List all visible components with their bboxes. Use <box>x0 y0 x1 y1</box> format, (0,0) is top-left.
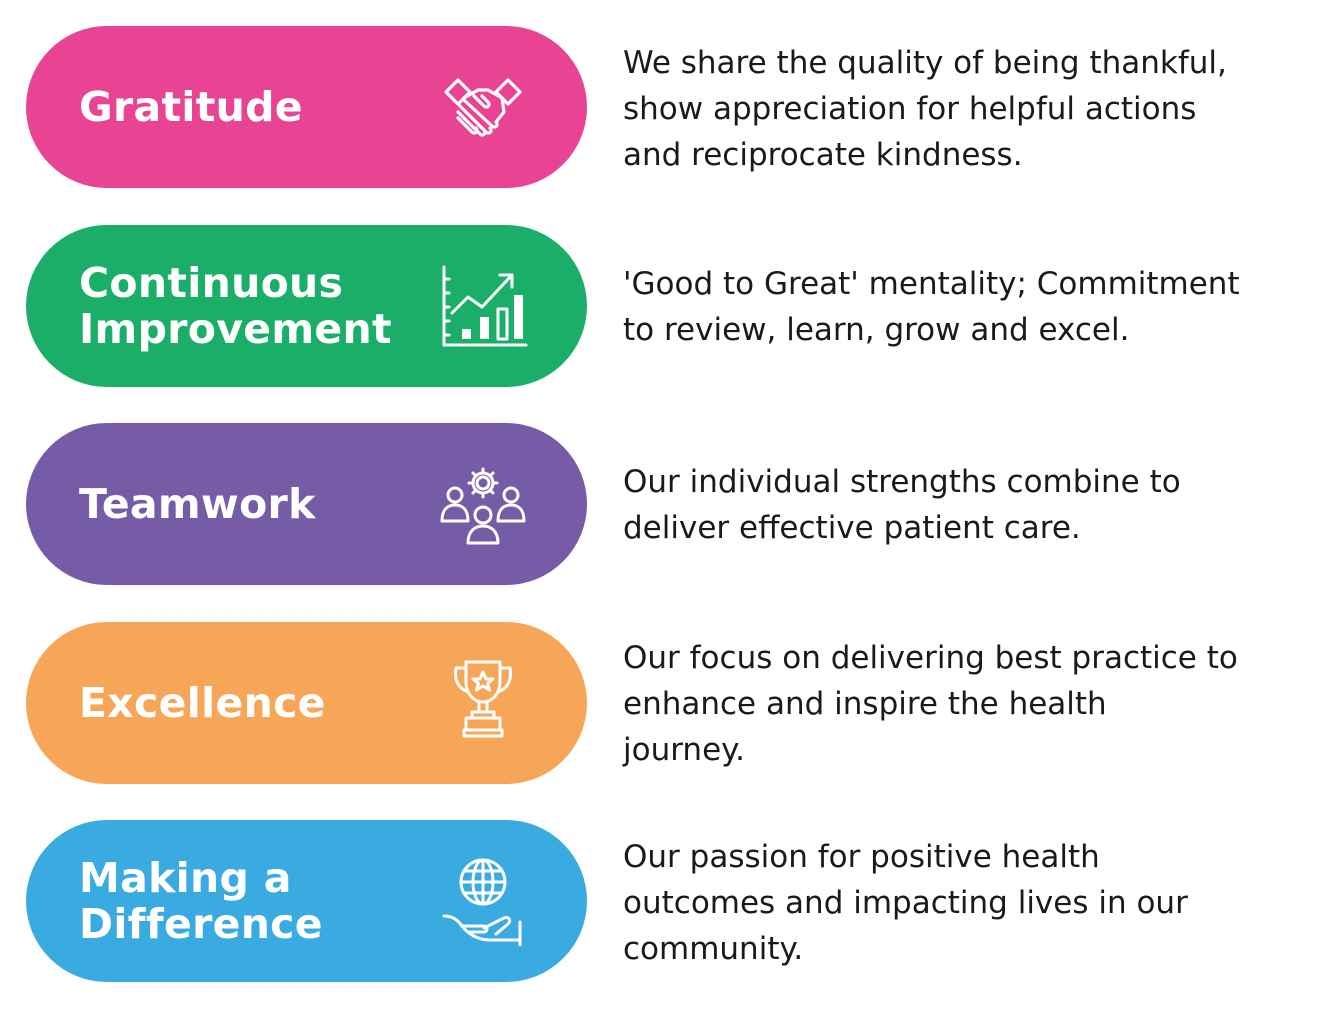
value-pill-gratitude <box>26 26 587 188</box>
handshake-icon <box>438 62 528 152</box>
value-description: Our focus on delivering best practice to enhance and inspire the health journey. <box>623 640 1238 768</box>
value-row-gratitude <box>0 26 1325 188</box>
value-row-teamwork <box>0 423 1325 585</box>
value-title: Continuous Improvement <box>79 259 392 353</box>
value-pill-teamwork <box>26 423 587 585</box>
team-gear-icon <box>438 459 528 549</box>
value-description: We share the quality of being thankful, show appreciation for helpful actions and reciprocate kindness. <box>623 45 1227 173</box>
value-description: 'Good to Great' mentality; Commitment to review, learn, grow and excel. <box>623 266 1240 348</box>
value-pill-making-a-difference <box>26 820 587 982</box>
value-title: Gratitude <box>79 83 303 131</box>
value-title: Excellence <box>79 679 326 727</box>
value-row-continuous-improvement <box>0 225 1325 387</box>
value-title: Making a Difference <box>79 854 323 948</box>
value-description: Our passion for positive health outcomes and impacting lives in our community. <box>623 839 1188 967</box>
value-description: Our individual strengths combine to deliver effective patient care. <box>623 464 1181 546</box>
trophy-icon <box>438 658 528 748</box>
value-pill-continuous-improvement <box>26 225 587 387</box>
value-title: Teamwork <box>79 480 316 528</box>
growth-chart-icon <box>438 261 528 351</box>
value-row-making-a-difference <box>0 820 1325 982</box>
globe-in-hand-icon <box>438 856 528 946</box>
value-row-excellence <box>0 622 1325 784</box>
value-pill-excellence <box>26 622 587 784</box>
